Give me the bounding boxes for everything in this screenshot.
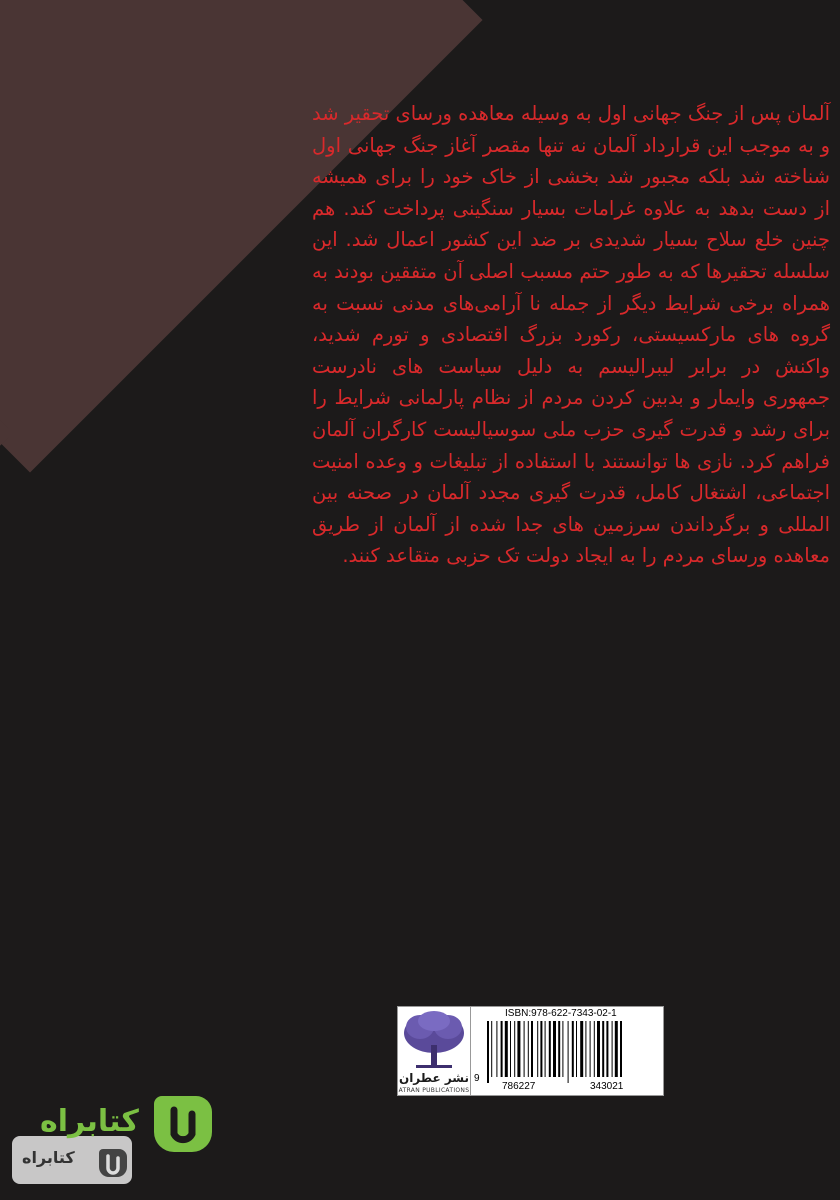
barcode-bar	[491, 1021, 492, 1077]
barcode-first-digit: 9	[474, 1073, 480, 1084]
barcode-bar	[549, 1021, 551, 1077]
watermark-brand-small: کتابراه	[22, 1148, 75, 1167]
barcode-bar	[505, 1021, 508, 1077]
tree-icon	[398, 1007, 470, 1071]
barcode-bar	[597, 1021, 600, 1077]
ketabrah-small-logo-icon	[98, 1146, 128, 1178]
barcode-bar	[553, 1021, 556, 1077]
barcode-bar	[590, 1021, 591, 1077]
barcode-bar	[540, 1021, 542, 1077]
ketabrah-logo-icon	[152, 1090, 214, 1154]
barcode-bar	[602, 1021, 604, 1077]
barcode-bar	[496, 1021, 497, 1077]
publisher-latin-name: ATRAN PUBLICATIONS	[398, 1087, 470, 1094]
barcode-bars	[485, 1021, 655, 1083]
barcode-bar	[514, 1021, 515, 1077]
barcode-bar	[594, 1021, 595, 1077]
barcode-right-digits: 343021	[587, 1081, 626, 1092]
barcode-bar	[615, 1021, 618, 1077]
barcode-bar	[558, 1021, 560, 1077]
barcode-bar	[562, 1021, 563, 1077]
publisher-name: نشر عطران	[398, 1071, 470, 1085]
barcode-bar	[528, 1021, 529, 1077]
barcode-bar	[576, 1021, 577, 1077]
barcode-bar	[517, 1021, 520, 1077]
barcode-bar	[620, 1021, 622, 1077]
barcode-bar	[531, 1021, 533, 1077]
barcode-left-digits: 786227	[499, 1081, 538, 1092]
barcode-bar	[524, 1021, 525, 1077]
barcode-bar	[510, 1021, 511, 1077]
publisher-logo	[397, 1006, 471, 1096]
barcode-bar	[606, 1021, 608, 1077]
barcode-bar	[501, 1021, 503, 1077]
barcode-bar	[568, 1021, 569, 1083]
barcode-bar	[545, 1021, 546, 1077]
barcode-bar	[612, 1021, 613, 1077]
barcode-bar	[585, 1021, 586, 1077]
barcode-bar	[537, 1021, 538, 1077]
barcode-bar	[487, 1021, 489, 1083]
ketabrah-watermark	[12, 1088, 212, 1188]
isbn-barcode	[470, 1006, 664, 1096]
watermark-brand: کتابراه	[40, 1104, 139, 1139]
back-cover-text: آلمان پس از جنگ جهانی اول به وسیله معاهده ورسای تحقیر شد و به موجب این قرارداد آلمان نه تنها مقصر آغاز جنگ جهانی اول شناخته شد بلکه مجبور شد بخشی از خاک خود را برای همیشه از دست بدهد به علاوه غرامات بسیار سنگینی پرداخت کند. هم چنین خلع سلاح بسیار شدیدی بر ضد این کشور اعمال شد. این سلسله تحقیرها که به طور حتم مسبب اصلی آن متفقین بودند به همراه برخی شرایط دیگر از جمله نا آرامی‌های مدنی نسبت به گروه های مارکسیستی، رکورد بزرگ اقتصادی و تورم شدید، واکنش در برابر لیبرالیسم به دلیل سیاست های نادرست جمهوری وایمار و بدبین کردن مردم از نظام پارلمانی شرایط را برای رشد و قدرت گیری حزب ملی سوسیالیست کارگران آلمان فراهم کرد. نازی ها توانستند با استفاده از تبلیغات و وعده امنیت اجتماعی، اشتغال کامل، قدرت گیری مجدد آلمان در صحنه بین المللی و برگرداندن سرزمین های جدا شده از آلمان از طریق معاهده ورسای مردم را به ایجاد دولت تک حزبی متقاعد کنند.	[312, 102, 830, 568]
barcode-bar	[580, 1021, 583, 1077]
isbn-label: ISBN:978-622-7343-02-1	[505, 1008, 617, 1019]
barcode-bar	[572, 1021, 574, 1077]
